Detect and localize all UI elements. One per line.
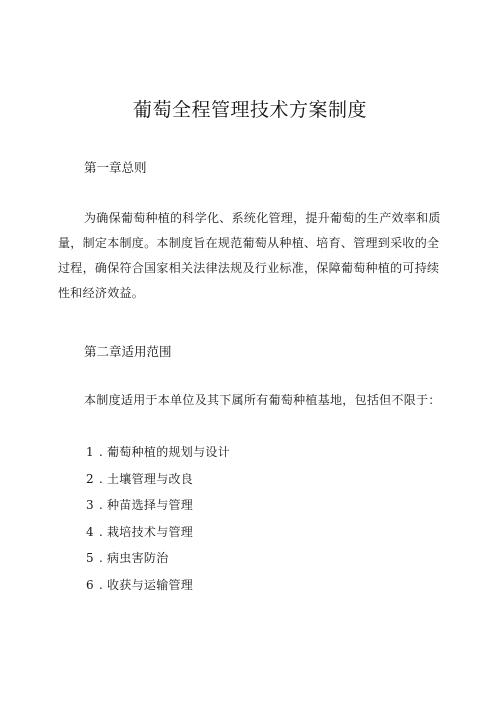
chapter-2-paragraph: 本制度适用于本单位及其下属所有葡萄种植基地，包括但不限于： [84,393,441,407]
list-item-text: 种苗选择与管理 [107,498,194,513]
chapter-1-paragraph: 为确保葡萄种植的科学化、系统化管理，提升葡萄的生产效率和质量，制定本制度。本制度旨在规范葡萄从种植、培育、管理到采收的全过程，确保符合国家相关法律法规及行业标准，保障葡萄种植的可持续性和经济效益。 [58,211,441,300]
list-item: 1 . 葡萄种植的规划与设计 [86,439,230,466]
list-item-number: 6 [86,577,94,592]
list-item-number: 2 [86,471,94,486]
list-item-text: 土壤管理与改良 [107,471,194,486]
list-item-text: 栽培技术与管理 [107,524,194,539]
chapter-1-heading: 第一章总则 [84,160,147,175]
list-item: 5 . 病虫害防治 [86,545,230,572]
list-item: 3 . 种苗选择与管理 [86,492,230,519]
list-item-number: 4 [86,524,94,539]
list-item: 6 . 收获与运输管理 [86,572,230,599]
scope-list [86,439,230,599]
list-item-text: 病虫害防治 [107,551,169,566]
list-item-number: 5 [86,551,94,566]
document-title: 葡萄全程管理技术方案制度 [132,99,367,121]
list-item: 4 . 栽培技术与管理 [86,519,230,546]
list-item-text: 葡萄种植的规划与设计 [107,445,231,459]
list-item-text: 收获与运输管理 [107,577,194,592]
chapter-2-heading: 第二章适用范围 [84,344,172,359]
list-item-number: 3 [86,498,94,513]
list-item-number: 1 [86,445,94,459]
list-item: 2 . 土壤管理与改良 [86,466,230,493]
